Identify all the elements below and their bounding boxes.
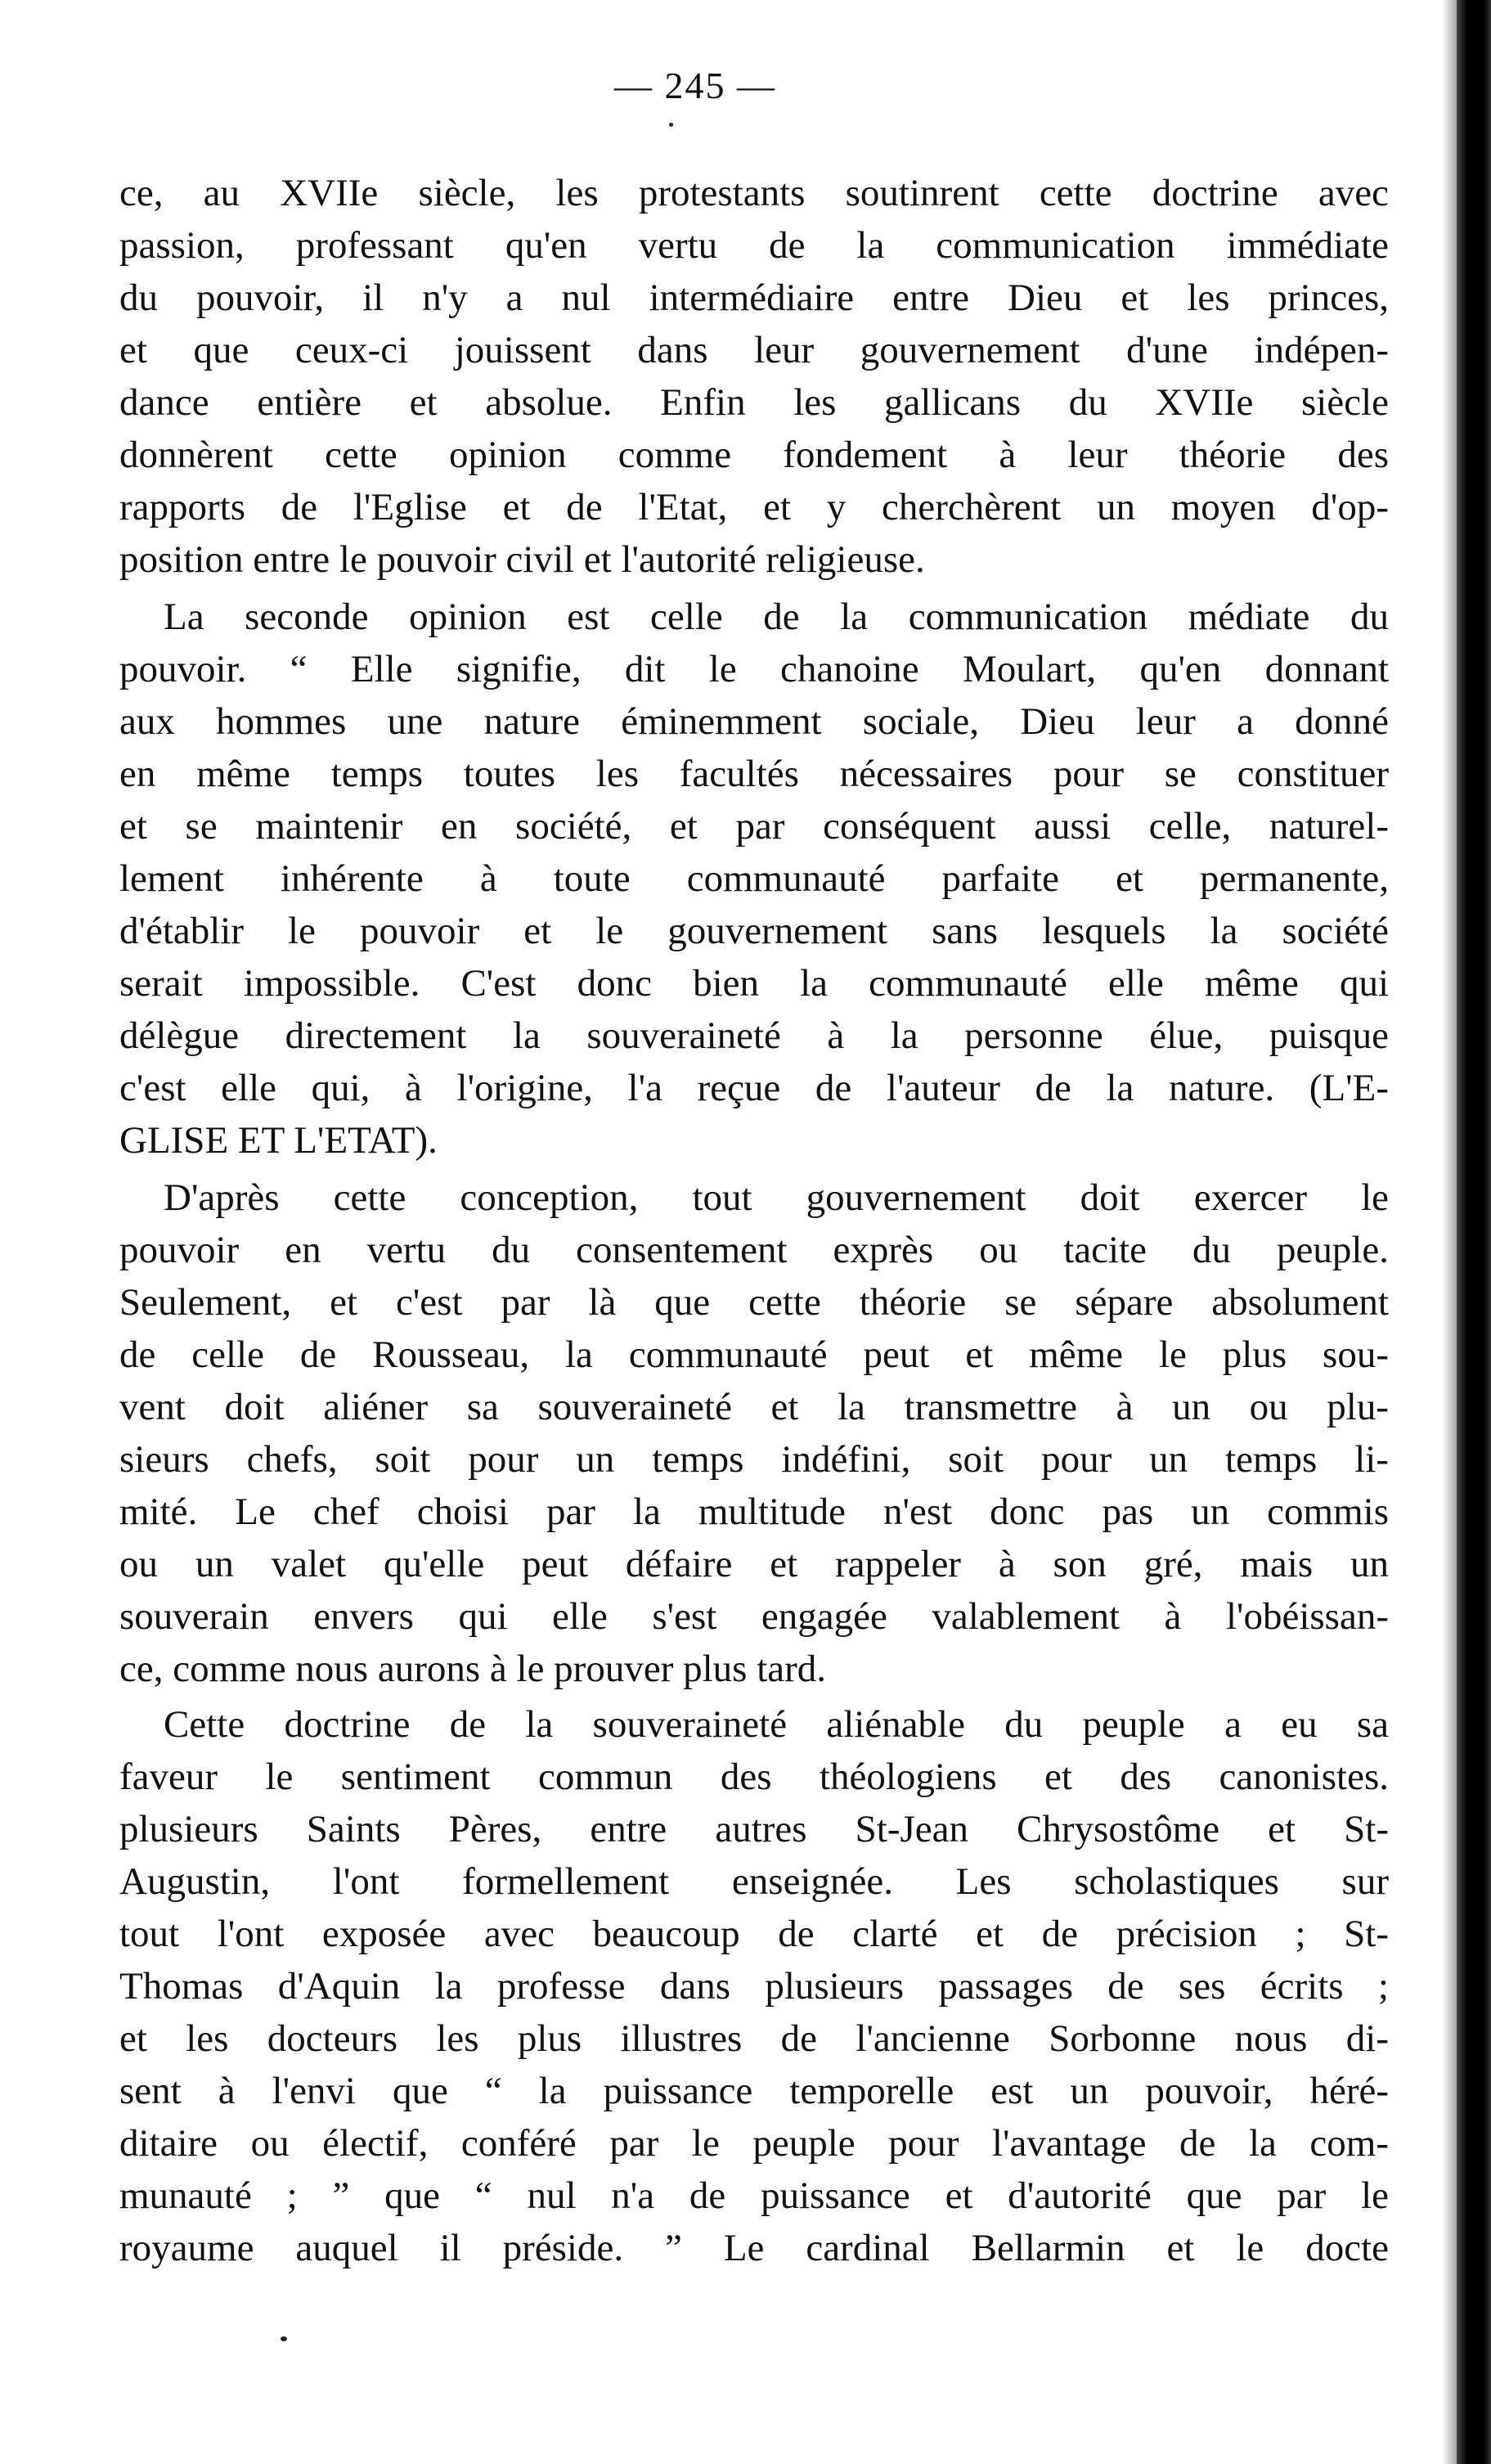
text-line: plusieurs Saints Pères, entre autres St-Jean Chrysostôme et St- [119, 1808, 1389, 1850]
text-line: dance entière et absolue. Enfin les gallicans du XVIIe siècle [119, 381, 1389, 424]
text-line: Seulement, et c'est par là que cette théorie se sépare absolument [119, 1281, 1389, 1324]
text-line: en même temps toutes les facultés nécessaires pour se constituer [119, 753, 1389, 795]
text-line: Cette doctrine de la souveraineté aliénable du peuple a eu sa [164, 1703, 1389, 1746]
text-line: serait impossible. C'est donc bien la communauté elle même qui [119, 962, 1389, 1005]
text-line: ce, comme nous aurons à le prouver plus tard. [119, 1648, 827, 1690]
page-shadow [1442, 0, 1457, 2464]
text-line: lement inhérente à toute communauté parfaite et permanente, [119, 857, 1389, 900]
text-line: de celle de Rousseau, la communauté peut et même le plus sou- [119, 1333, 1389, 1376]
text-line: donnèrent cette opinion comme fondement à leur théorie des [119, 434, 1389, 476]
page-number: — 245 — [614, 65, 776, 106]
scan-speck [669, 123, 673, 127]
text-line: passion, professant qu'en vertu de la communication immédiate [119, 224, 1389, 267]
text-line: ou un valet qu'elle peut défaire et rappeler à son gré, mais un [119, 1543, 1389, 1585]
paragraph-1 [119, 167, 1389, 586]
text-line: sieurs chefs, soit pour un temps indéfini, soit pour un temps li- [119, 1438, 1389, 1481]
page-binding-edge [1457, 0, 1491, 2464]
text-line: et que ceux-ci jouissent dans leur gouvernement d'une indépen- [119, 329, 1389, 371]
text-line: et les docteurs les plus illustres de l'ancienne Sorbonne nous di- [119, 2017, 1389, 2060]
text-line: c'est elle qui, à l'origine, l'a reçue de l'auteur de la nature. (L'E- [119, 1067, 1389, 1109]
text-line: GLISE ET L'ETAT). [119, 1119, 438, 1162]
text-line: La seconde opinion est celle de la communication médiate du [164, 596, 1389, 638]
text-line: aux hommes une nature éminemment sociale, Dieu leur a donné [119, 700, 1389, 743]
text-line: sent à l'envi que “ la puissance temporelle est un pouvoir, héré- [119, 2070, 1389, 2112]
text-line: pouvoir. “ Elle signifie, dit le chanoine Moulart, qu'en donnant [119, 648, 1389, 690]
text-line: D'après cette conception, tout gouvernement doit exercer le [164, 1176, 1389, 1219]
text-line: pouvoir en vertu du consentement exprès ou tacite du peuple. [119, 1229, 1389, 1271]
text-line: vent doit aliéner sa souveraineté et la transmettre à un ou plu- [119, 1386, 1389, 1428]
text-line: du pouvoir, il n'y a nul intermédiaire entre Dieu et les princes, [119, 277, 1389, 319]
text-line: ce, au XVIIe siècle, les protestants soutinrent cette doctrine avec [119, 172, 1389, 214]
text-line: faveur le sentiment commun des théologiens et des canonistes. [119, 1756, 1389, 1798]
paragraph-4 [119, 1698, 1389, 2274]
text-line: tout l'ont exposée avec beaucoup de clarté et de précision ; St- [119, 1913, 1389, 1955]
text-line: souverain envers qui elle s'est engagée valablement à l'obéissan- [119, 1595, 1389, 1638]
text-line: rapports de l'Eglise et de l'Etat, et y cherchèrent un moyen d'op- [119, 486, 1389, 528]
text-line: position entre le pouvoir civil et l'autorité religieuse. [119, 538, 925, 581]
text-line: mité. Le chef choisi par la multitude n'est donc pas un commis [119, 1491, 1389, 1533]
text-line: royaume auquel il préside. ” Le cardinal Bellarmin et le docte [119, 2227, 1389, 2269]
text-line: munauté ; ” que “ nul n'a de puissance et d'autorité que par le [119, 2174, 1389, 2217]
scan-speck [281, 2336, 287, 2341]
text-line: et se maintenir en société, et par conséquent aussi celle, naturel- [119, 805, 1389, 848]
text-line: délègue directement la souveraineté à la personne élue, puisque [119, 1014, 1389, 1057]
paragraph-3 [119, 1171, 1389, 1695]
text-line: Thomas d'Aquin la professe dans plusieurs passages de ses écrits ; [119, 1965, 1389, 2008]
paragraph-2 [119, 591, 1389, 1167]
text-line: d'établir le pouvoir et le gouvernement sans lesquels la société [119, 910, 1389, 952]
text-line: Augustin, l'ont formellement enseignée. Les scholastiques sur [119, 1860, 1389, 1903]
text-line: ditaire ou électif, conféré par le peuple pour l'avantage de la com- [119, 2122, 1389, 2165]
